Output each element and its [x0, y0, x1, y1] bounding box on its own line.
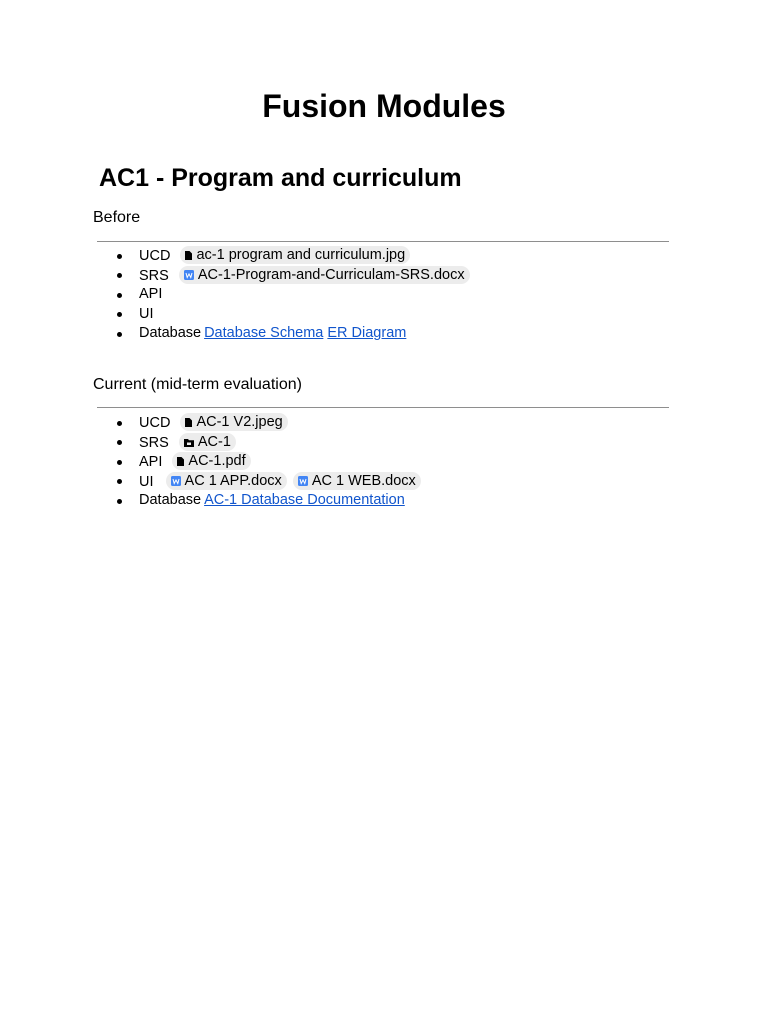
current-label: Current (mid-term evaluation)	[93, 376, 302, 393]
item-label: UI	[139, 473, 154, 490]
bullet-icon	[117, 479, 122, 484]
file-icon	[185, 251, 192, 260]
bullet-icon	[117, 460, 122, 465]
list-item-api	[139, 452, 423, 472]
horizontal-rule	[97, 241, 669, 242]
item-label: Database	[139, 492, 202, 508]
list-item-srs	[139, 266, 472, 286]
list-item-ui	[139, 472, 423, 492]
file-chip[interactable]	[180, 413, 287, 431]
word-doc-icon	[171, 476, 181, 486]
list-item-ucd	[139, 246, 472, 266]
chip-text: AC 1 WEB.docx	[311, 472, 416, 489]
file-icon	[177, 457, 184, 466]
database-documentation-link[interactable]: AC-1 Database Documentation	[204, 492, 405, 508]
list-item-ui	[139, 305, 472, 325]
file-chip[interactable]	[179, 266, 470, 284]
bullet-icon	[117, 332, 122, 337]
chip-text: AC-1 V2.jpeg	[196, 414, 283, 430]
list-item-database	[139, 324, 472, 344]
chip-text: AC 1 APP.docx	[184, 472, 282, 489]
word-doc-icon	[184, 270, 194, 280]
bullet-icon	[117, 312, 122, 317]
list-item-srs	[139, 433, 423, 453]
file-chip[interactable]	[172, 452, 250, 470]
item-label: Database	[139, 325, 202, 341]
list-item-database	[139, 491, 423, 511]
chip-text: ac-1 program and curriculum.jpg	[196, 247, 406, 263]
file-chip[interactable]	[180, 246, 410, 264]
bullet-icon	[117, 421, 122, 426]
word-doc-icon	[298, 476, 308, 486]
before-label: Before	[93, 209, 141, 226]
chip-text: AC-1	[197, 433, 231, 450]
horizontal-rule	[97, 407, 669, 408]
folder-chip[interactable]	[179, 433, 236, 451]
database-schema-link[interactable]: Database Schema	[204, 325, 324, 341]
item-label: UCD	[139, 248, 171, 264]
file-icon	[185, 418, 192, 427]
bullet-icon	[117, 254, 122, 259]
item-label: UCD	[139, 415, 171, 431]
before-list	[139, 246, 472, 344]
folder-icon	[184, 439, 194, 447]
item-label: API	[139, 286, 163, 302]
item-label: SRS	[139, 434, 169, 451]
chip-text: AC-1-Program-and-Curriculam-SRS.docx	[197, 266, 465, 283]
chip-text: AC-1.pdf	[188, 453, 246, 469]
bullet-icon	[117, 293, 122, 298]
bullet-icon	[117, 440, 122, 445]
item-label: API	[139, 454, 163, 470]
item-label: UI	[139, 305, 154, 322]
er-diagram-link[interactable]: ER Diagram	[327, 325, 407, 341]
file-chip[interactable]	[293, 472, 421, 490]
list-item-ucd	[139, 413, 423, 433]
bullet-icon	[117, 499, 122, 504]
file-chip[interactable]	[166, 472, 287, 490]
page-title: Fusion Modules	[262, 88, 506, 124]
section-heading: AC1 - Program and curriculum	[99, 164, 462, 192]
bullet-icon	[117, 273, 122, 278]
item-label: SRS	[139, 267, 169, 284]
list-item-api	[139, 285, 472, 305]
current-list	[139, 413, 423, 511]
